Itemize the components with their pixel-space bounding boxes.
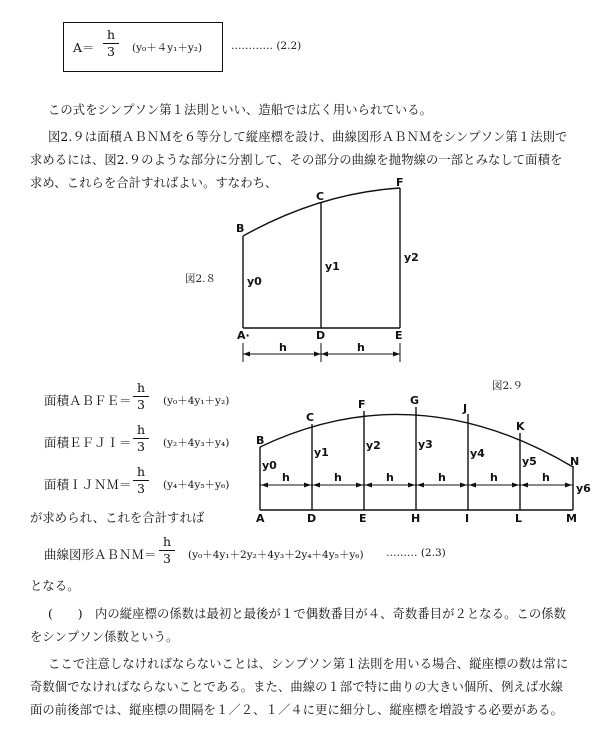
paragraph-2-line-3: 求め、これらを合計すればよい。すなわち、 <box>30 176 278 190</box>
fig29-label-A: A <box>256 512 265 525</box>
fig29-label-y5: y5 <box>522 455 537 468</box>
fig29-label-h: h <box>386 471 394 484</box>
fig28-label-B: B <box>236 222 245 235</box>
fig28-label-E: E <box>395 329 403 342</box>
figure-2-9-caption: 図2.９ <box>492 380 524 392</box>
fig29-label-G: G <box>410 394 420 407</box>
fig29-label-L: L <box>515 512 523 525</box>
fig29-label-C: C <box>306 411 315 424</box>
formula-reference: ………… (2.2) <box>231 40 302 52</box>
paragraph-2-line-2: 求めるには、図2.９のような部分に分割して、その部分の曲線を抛物線の一部とみなして面積を <box>30 153 563 167</box>
area-2-expression: (y₂＋4y₃＋y₄) <box>163 437 230 449</box>
paragraph-2-line-1: 図2.９は面積ＡＢＮＭを６等分して縦座標を設け、曲線図形ＡＢＮＭをシンプソン第１法則で <box>48 130 568 144</box>
area-1-fraction: h 3 <box>133 380 149 413</box>
closing-2-line-2: をシンプソン係数という。 <box>30 630 179 644</box>
area-3-expression: (y₄＋4y₅＋y₆) <box>163 479 230 491</box>
formula-expression: (y₀＋４y₁＋y₂) <box>132 42 203 54</box>
fig28-label-D: D <box>316 329 326 342</box>
fig28-label-A: A· <box>237 329 250 342</box>
fig29-label-h: h <box>438 471 446 484</box>
area-2-fraction: h 3 <box>133 422 149 455</box>
closing-3-line-2: 奇数個でなければならないことである。また、曲線の１部で特に曲りの大きい個所、例えば水線 <box>30 680 564 694</box>
fig29-label-H: H <box>411 512 421 525</box>
fig29-label-K: K <box>516 420 525 433</box>
total-expression: (y₀＋4y₁＋2y₂＋4y₃＋2y₄＋4y₅＋y₆) <box>188 549 364 561</box>
fig28-label-y0: y0 <box>247 275 262 288</box>
closing-3-line-1: ここで注意しなければならないことは、シンプソン第１法則を用いる場合、縦座標の数は常に <box>48 657 569 671</box>
fig29-label-I: I <box>465 512 470 525</box>
fig29-label-y0: y0 <box>262 459 277 472</box>
area-3-fraction: h 3 <box>133 464 149 497</box>
area-1-expression: (y₀＋4y₁＋y₂) <box>163 395 230 407</box>
figure-2-9-labels <box>256 394 591 525</box>
fig29-label-h: h <box>282 471 290 484</box>
fig29-label-y3: y3 <box>418 438 433 451</box>
after-areas-text: が求められ、これを合計すれば <box>30 511 205 525</box>
paragraph-1: この式をシンプソン第１法則といい、造船では広く用いられている。 <box>48 103 432 117</box>
fig28-label-y1: y1 <box>325 260 340 273</box>
fig28-label-C: C <box>316 190 325 203</box>
fig29-label-h: h <box>490 471 498 484</box>
closing-2-line-1: ( ) 内の縦座標の係数は最初と最後が１で偶数番目が４、奇数番目が２となる。この係数 <box>48 607 567 621</box>
figure-2-8-caption: 図2.８ <box>185 273 217 285</box>
fig29-label-y4: y4 <box>470 447 485 460</box>
fig29-label-E: E <box>359 512 367 525</box>
closing-3-line-3: 面の前後部では、縦座標の間隔を１／２、１／４に更に細分し、縦座標を増設する必要がある。 <box>30 703 564 717</box>
fig29-label-J: J <box>463 402 468 415</box>
fig29-label-y6: y6 <box>576 482 591 495</box>
fig29-label-h: h <box>542 471 550 484</box>
fig28-label-y2: y2 <box>404 251 419 264</box>
fig29-label-B: B <box>256 434 265 447</box>
fig29-label-y2: y2 <box>366 439 381 452</box>
fig29-label-M: M <box>566 512 577 525</box>
area-2-lhs: 面積ＥＦＪＩ＝ <box>44 435 132 450</box>
total-reference: ……… (2.3) <box>386 547 446 559</box>
fig29-label-y1: y1 <box>314 446 329 459</box>
fig29-label-h: h <box>334 471 342 484</box>
closing-1: となる。 <box>30 579 80 593</box>
fig28-label-h1: h <box>279 341 287 354</box>
fig29-label-N: N <box>570 455 580 468</box>
area-1-lhs: 面積ＡＢＦＥ＝ <box>44 393 132 408</box>
area-3-lhs: 面積ＩＪＮＭ＝ <box>44 477 132 492</box>
fig28-label-h2: h <box>357 341 365 354</box>
total-fraction: h 3 <box>159 534 175 567</box>
fig28-label-F: F <box>396 176 404 189</box>
fig29-label-D: D <box>307 512 317 525</box>
formula-lhs: A＝ <box>73 40 95 55</box>
fig29-label-F: F <box>358 398 366 411</box>
fraction-denominator: 3 <box>107 44 115 59</box>
fraction-numerator: h <box>106 27 116 42</box>
total-lhs: 曲線図形ＡＢＮＭ＝ <box>44 547 157 562</box>
